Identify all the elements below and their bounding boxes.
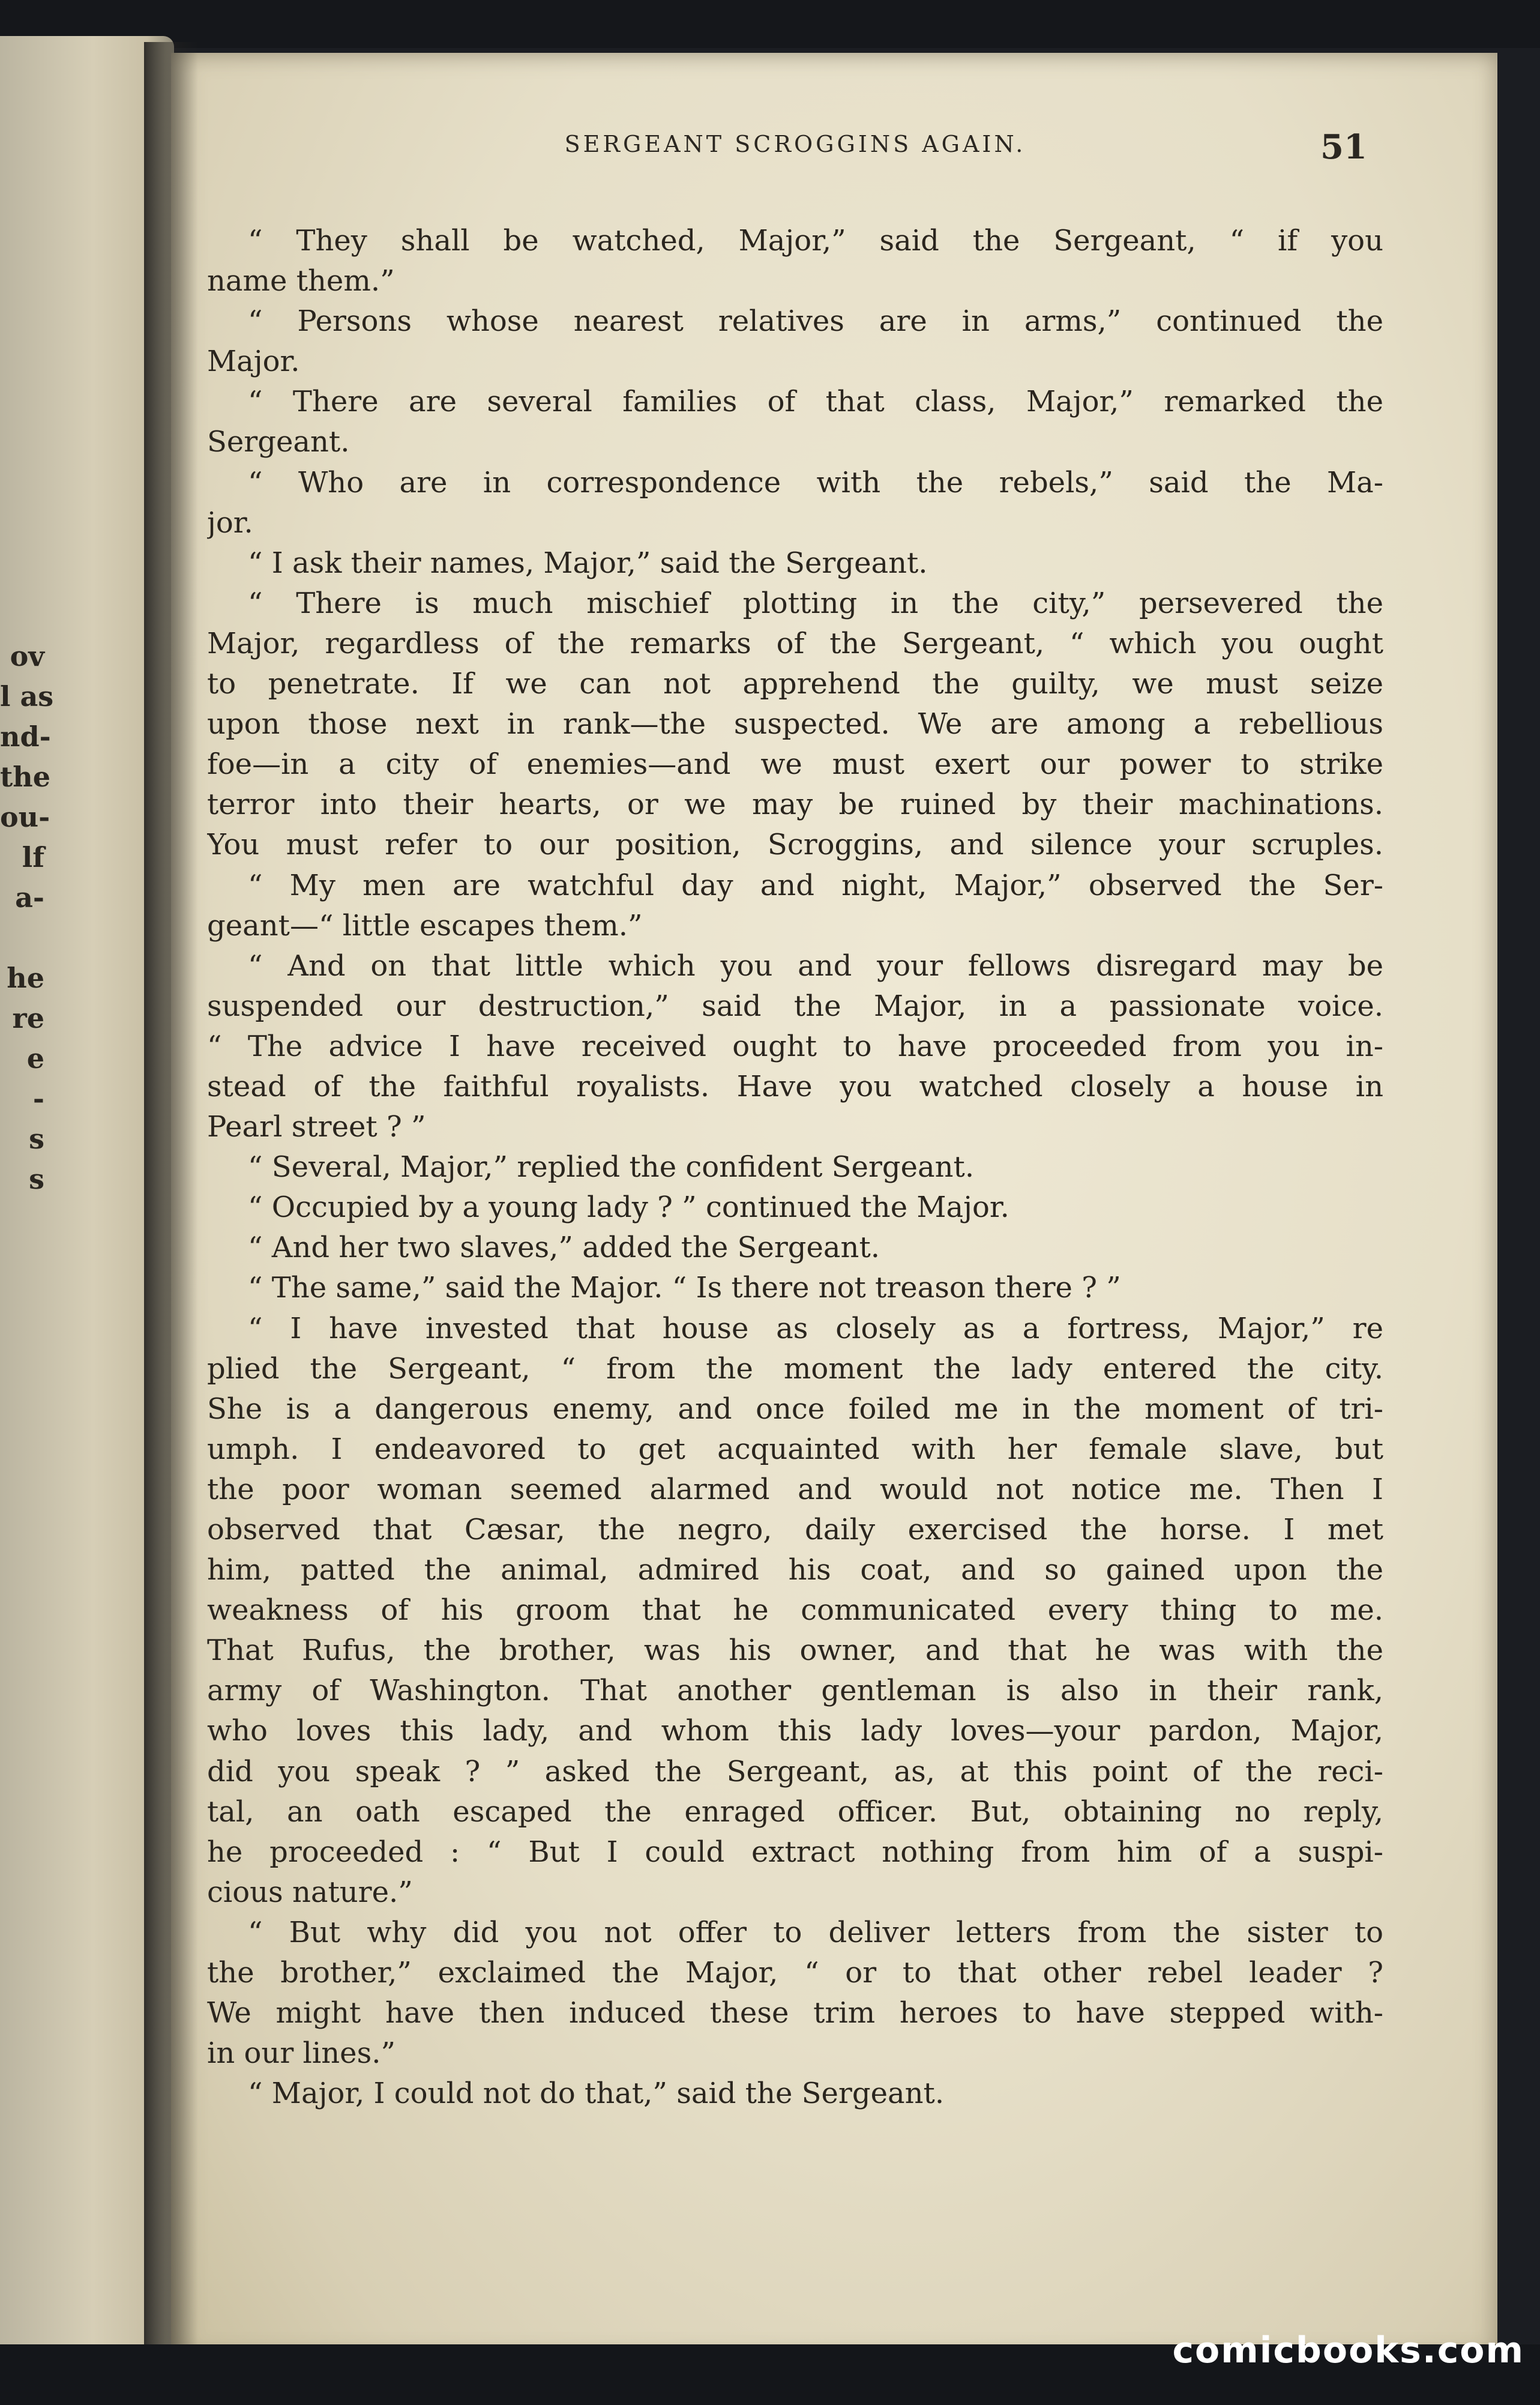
text-line: him, patted the animal, admired his coat, and so gained upon the: [207, 1553, 1383, 1587]
binding-gutter-shadow: [144, 42, 198, 2353]
text-line: in our lines.”: [207, 2036, 396, 2071]
text-line: geant—“ little escapes them.”: [207, 908, 643, 943]
text-line: “ They shall be watched, Major,” said the Sergeant, “ if you: [248, 224, 1383, 258]
text-line: stead of the faithful royalists. Have you watched closely a house in: [207, 1069, 1383, 1103]
text-line: foe—in a city of enemies—and we must exert our power to strike: [207, 747, 1383, 782]
text-line: army of Washington. That another gentleman is also in their rank,: [207, 1674, 1383, 1708]
left-fragment: -: [32, 1082, 44, 1115]
text-line: “ The same,” said the Major. “ Is there not treason there ? ”: [248, 1271, 1121, 1305]
text-line: “ There is much mischief plotting in the city,” persevered the: [248, 586, 1383, 620]
text-line: “ And on that little which you and your fellows disregard may be: [248, 949, 1383, 983]
text-line: “ Who are in correspondence with the rebels,” said the Ma-: [248, 465, 1383, 499]
left-fragment: he: [7, 962, 44, 994]
text-line: “ But why did you not offer to deliver letters from the sister to: [248, 1915, 1383, 1949]
left-fragment: l as: [0, 680, 54, 713]
text-line: terror into their hearts, or we may be ruined by their machinations.: [207, 788, 1383, 822]
text-line: umph. I endeavored to get acquainted with her female slave, but: [207, 1432, 1383, 1466]
site-watermark: comicbooks.com: [1172, 2329, 1524, 2371]
text-line: to penetrate. If we can not apprehend the guilty, we must seize: [207, 667, 1383, 701]
text-line: tal, an oath escaped the enraged officer. But, obtaining no reply,: [207, 1794, 1383, 1829]
page-body-text: [207, 221, 1383, 2114]
left-fragment: re: [12, 1002, 44, 1034]
text-line: “ The advice I have received ought to have proceeded from you in-: [207, 1029, 1383, 1063]
left-page-text-fragments: [0, 636, 54, 1199]
text-line: “ Persons whose nearest relatives are in arms,” continued the: [248, 304, 1383, 339]
text-line: name them.”: [207, 264, 395, 298]
left-fragment: nd-: [0, 720, 51, 753]
text-line: upon those next in rank—the suspected. We are among a rebellious: [207, 707, 1383, 741]
text-line: You must refer to our position, Scroggins, and silence your scruples.: [207, 828, 1383, 862]
text-line: She is a dangerous enemy, and once foiled me in the moment of tri-: [207, 1392, 1383, 1426]
text-line: “ I ask their names, Major,” said the Sergeant.: [248, 546, 928, 580]
left-fragment: s: [29, 1163, 44, 1195]
text-line: Major, regardless of the remarks of the Sergeant, “ which you ought: [207, 626, 1383, 660]
text-line: We might have then induced these trim heroes to have stepped with-: [207, 1996, 1383, 2030]
left-fragment: s: [29, 1123, 44, 1155]
text-line: did you speak ? ” asked the Sergeant, as, at this point of the reci-: [207, 1754, 1383, 1788]
left-fragment: [0, 918, 48, 958]
text-line: “ Occupied by a young lady ? ” continued the Major.: [248, 1190, 1009, 1225]
text-line: “ I have invested that house as closely as a fortress, Major,” re: [248, 1311, 1383, 1345]
text-line: the brother,” exclaimed the Major, “ or to that other rebel leader ?: [207, 1956, 1383, 1990]
text-line: Major.: [207, 345, 300, 379]
scan-frame-top: [0, 0, 1540, 48]
text-line: Sergeant.: [207, 425, 350, 459]
text-line: plied the Sergeant, “ from the moment the lady entered the city.: [207, 1351, 1383, 1386]
text-line: weakness of his groom that he communicated every thing to me.: [207, 1593, 1383, 1628]
text-line: “ And her two slaves,” added the Sergeant.: [248, 1231, 880, 1265]
left-fragment: a-: [15, 881, 44, 914]
text-line: observed that Cæsar, the negro, daily exercised the horse. I met: [207, 1513, 1383, 1547]
text-line: “ My men are watchful day and night, Major,” observed the Ser-: [248, 868, 1383, 902]
text-line: the poor woman seemed alarmed and would not notice me. Then I: [207, 1472, 1383, 1506]
left-fragment: the: [0, 761, 50, 793]
text-line: jor.: [207, 505, 253, 540]
text-line: “ There are several families of that class, Major,” remarked the: [248, 385, 1383, 419]
left-fragment: ou-: [0, 801, 50, 833]
text-line: cious nature.”: [207, 1875, 413, 1909]
left-fragment: ov: [10, 640, 44, 672]
text-line: Pearl street ? ”: [207, 1110, 426, 1144]
text-line: suspended our destruction,” said the Major, in a passionate voice.: [207, 989, 1383, 1023]
page-number: 51: [1320, 127, 1367, 167]
running-head: SERGEANT SCROGGINS AGAIN.: [564, 131, 1026, 157]
text-line: “ Major, I could not do that,” said the Sergeant.: [248, 2077, 945, 2111]
left-fragment: e: [26, 1042, 44, 1075]
text-line: he proceeded : “ But I could extract nothing from him of a suspi-: [207, 1835, 1383, 1869]
left-fragment: lf: [22, 841, 44, 874]
text-line: “ Several, Major,” replied the confident Sergeant.: [248, 1150, 975, 1184]
text-line: who loves this lady, and whom this lady loves—your pardon, Major,: [207, 1714, 1383, 1748]
text-line: That Rufus, the brother, was his owner, and that he was with the: [207, 1634, 1383, 1668]
